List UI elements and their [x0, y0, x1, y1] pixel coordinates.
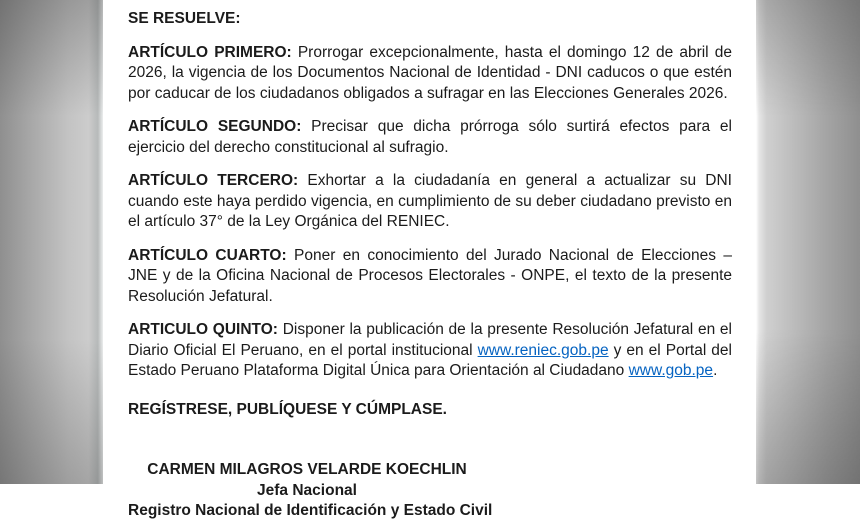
article-segundo-label: ARTÍCULO SEGUNDO: — [128, 118, 302, 135]
reniec-portal-link[interactable]: www.reniec.gob.pe — [477, 341, 609, 359]
gob-pe-portal-link[interactable]: www.gob.pe — [628, 362, 714, 379]
article-quinto-text-1: Disponer la publicación de la presente Resolución Jefatural en el Diario Oficial El Peruano, en el portal institucional — [128, 321, 732, 359]
signer-name: CARMEN MILAGROS VELARDE KOECHLIN — [147, 461, 467, 478]
resolve-heading: SE RESUELVE: — [128, 10, 241, 27]
article-quinto-label: ARTICULO QUINTO: — [128, 321, 278, 338]
article-primero-label: ARTÍCULO PRIMERO: — [128, 43, 292, 61]
article-quinto-text-2: y en el Portal del Estado Peruano Plataforma Digital Única para Orientación al Ciudadano — [128, 341, 732, 379]
signature-block — [128, 460, 493, 522]
article-segundo — [128, 117, 732, 158]
document-page — [103, 0, 756, 519]
signer-organization: Registro Nacional de Identificación y Estado Civil — [128, 502, 493, 519]
right-background-shadow — [755, 0, 860, 484]
article-segundo-text: Precisar que dicha prórroga sólo surtirá efectos para el ejercicio del derecho constitucional al sufragio. — [128, 118, 732, 156]
article-cuarto-label: ARTÍCULO CUARTO: — [128, 246, 287, 264]
article-primero-text: Prorrogar excepcionalmente, hasta el domingo 12 de abril de 2026, la vigencia de los Documentos Nacional de Identidad - DNI caducos o que estén por caducar de los ciudadanos obligados a sufragar en las Elecciones Generales 2026. — [128, 43, 732, 102]
article-tercero-text: Exhortar a la ciudadanía en general a actualizar su DNI cuando este haya perdido vigencia, en cumplimiento de su deber ciudadano previsto en el artículo 37° de la Ley Orgánica del RENIEC. — [128, 172, 732, 230]
article-cuarto-text: Poner en conocimiento del Jurado Nacional de Elecciones – JNE y de la Oficina Nacional de Procesos Electorales - ONPE, el texto de la presente Resolución Jefatural. — [128, 246, 733, 305]
article-cuarto — [128, 246, 732, 308]
signer-title: Jefa Nacional — [257, 481, 357, 499]
article-tercero-label: ARTÍCULO TERCERO: — [128, 172, 299, 189]
article-quinto-text-3: . — [713, 362, 718, 379]
article-tercero — [128, 171, 732, 233]
closing-line: REGÍSTRESE, PUBLÍQUESE Y CÚMPLASE. — [128, 400, 447, 418]
article-quinto — [128, 320, 732, 382]
left-background-shadow — [0, 0, 103, 484]
article-primero — [128, 43, 732, 105]
